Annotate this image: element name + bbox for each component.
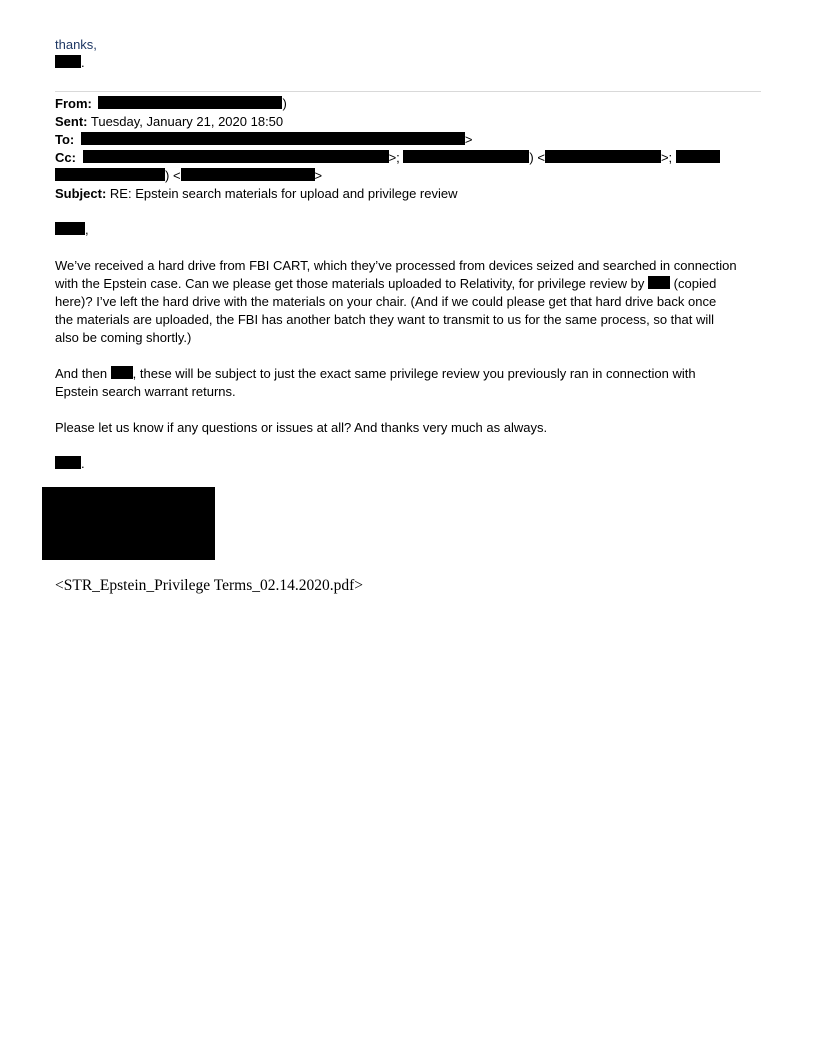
signature-period: . bbox=[81, 55, 85, 70]
to-suffix: > bbox=[464, 132, 473, 147]
from-suffix: ) bbox=[282, 96, 287, 111]
cc-separator: >; bbox=[388, 150, 400, 165]
redacted-signature-block bbox=[42, 487, 215, 560]
redaction-bar bbox=[81, 132, 465, 145]
to-label: To: bbox=[55, 132, 75, 147]
sent-value: Tuesday, January 21, 2020 18:50 bbox=[90, 114, 284, 129]
attachment-link[interactable]: <STR_Epstein_Privilege Terms_02.14.2020.pdf> bbox=[55, 577, 364, 594]
body-text: , these will be subject to just the exact same privilege review you previously ran in connection with bbox=[132, 366, 696, 381]
from-row bbox=[55, 95, 287, 113]
cc-row bbox=[55, 149, 720, 167]
to-row bbox=[55, 131, 472, 149]
redaction-bar bbox=[55, 168, 165, 181]
redaction-bar bbox=[181, 168, 315, 181]
signoff bbox=[55, 455, 85, 473]
body-paragraph-2-line bbox=[55, 365, 696, 383]
from-label: From: bbox=[55, 96, 92, 111]
subject-row bbox=[55, 185, 457, 203]
signoff-period: . bbox=[81, 456, 85, 471]
body-text: (copied bbox=[673, 276, 717, 291]
cc-end: > bbox=[314, 168, 323, 183]
body-text: And then bbox=[55, 366, 108, 381]
message-divider bbox=[55, 91, 761, 92]
redaction-bar bbox=[55, 222, 85, 235]
body-text: with the Epstein case. Can we please get those materials uploaded to Relativity, for privilege review by bbox=[55, 276, 645, 291]
previous-signature bbox=[55, 54, 85, 72]
cc-row-continued bbox=[55, 167, 322, 185]
body-paragraph-1-line: here)? I’ve left the hard drive with the materials on your chair. (And if we could please get that hard drive back once bbox=[55, 294, 717, 309]
cc-separator: ) < bbox=[529, 150, 545, 165]
subject-label: Subject: bbox=[55, 186, 107, 201]
body-paragraph-1-line: We’ve received a hard drive from FBI CART, which they’ve processed from devices seized and searched in connection bbox=[55, 258, 737, 273]
redaction-bar bbox=[676, 150, 720, 163]
greeting-comma: , bbox=[85, 222, 89, 237]
sent-row bbox=[55, 113, 283, 131]
subject-value: RE: Epstein search materials for upload and privilege review bbox=[109, 186, 458, 201]
cc-separator: >; bbox=[660, 150, 673, 165]
body-paragraph-1-line: also be coming shortly.) bbox=[55, 330, 192, 345]
sent-label: Sent: bbox=[55, 114, 88, 129]
greeting bbox=[55, 221, 89, 239]
body-paragraph-1-line bbox=[55, 275, 716, 293]
cc-label: Cc: bbox=[55, 150, 76, 165]
redaction-bar bbox=[648, 276, 670, 289]
redaction-bar bbox=[545, 150, 661, 163]
body-paragraph-3: Please let us know if any questions or issues at all? And thanks very much as always. bbox=[55, 420, 548, 435]
cc-separator: ) < bbox=[165, 168, 181, 183]
redaction-bar bbox=[98, 96, 282, 109]
redaction-bar bbox=[55, 55, 81, 68]
redaction-bar bbox=[83, 150, 389, 163]
redaction-bar bbox=[111, 366, 133, 379]
redaction-bar bbox=[403, 150, 529, 163]
previous-thanks: thanks, bbox=[55, 37, 97, 52]
body-paragraph-1-line: the materials are uploaded, the FBI has another batch they want to transmit to us for the same process, so that will bbox=[55, 312, 715, 327]
body-paragraph-2-line: Epstein search warrant returns. bbox=[55, 384, 236, 399]
redaction-bar bbox=[55, 456, 81, 469]
